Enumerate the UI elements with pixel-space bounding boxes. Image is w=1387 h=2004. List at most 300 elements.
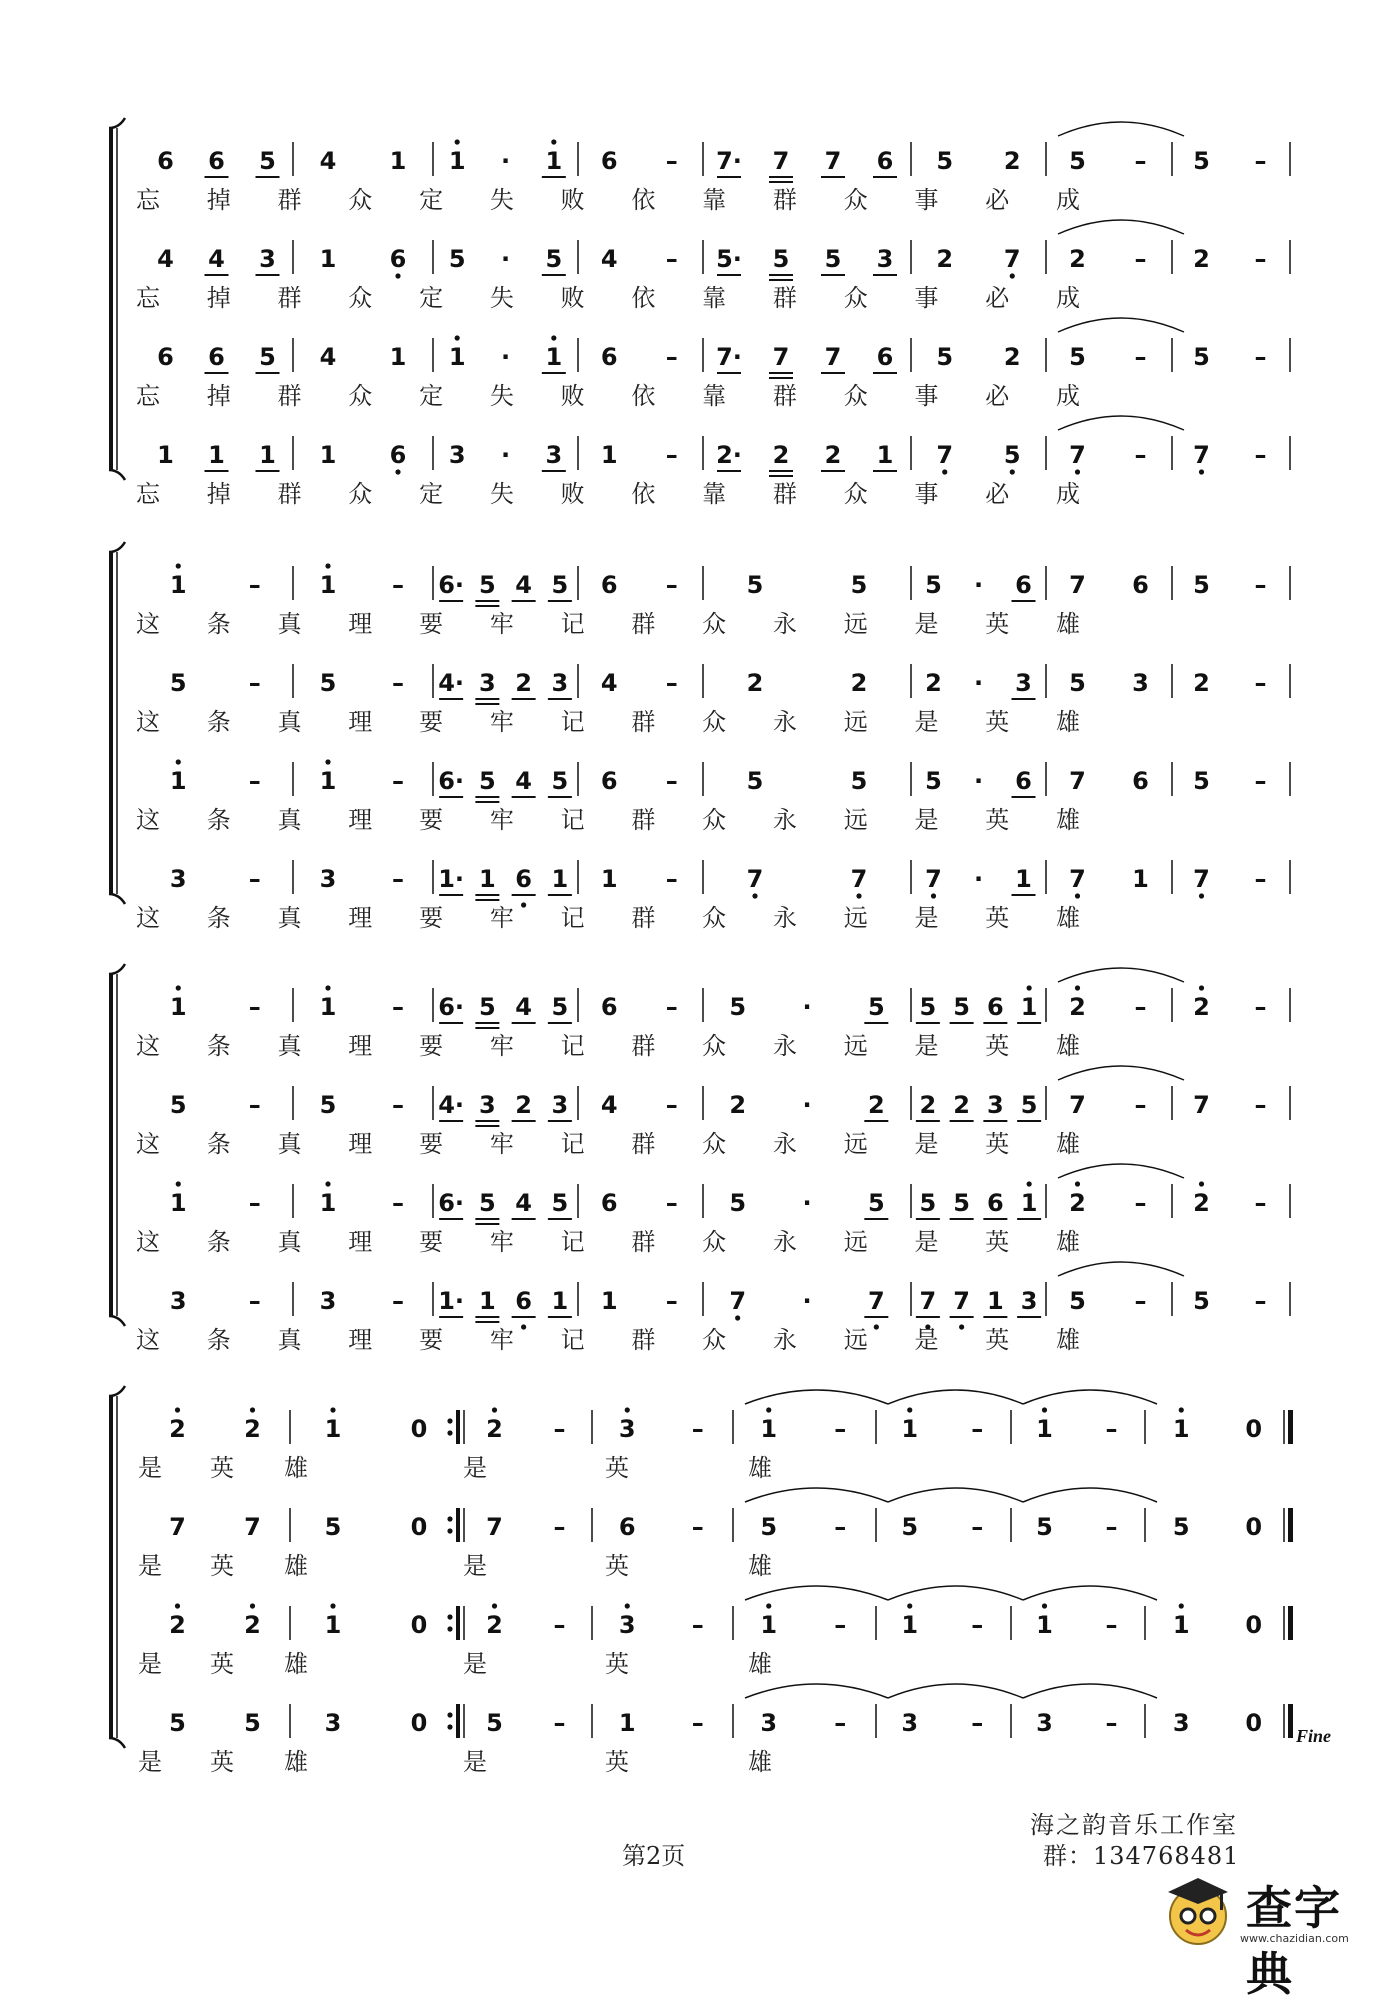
note: 5 — [901, 1513, 919, 1541]
dash: – — [248, 993, 261, 1021]
note: 2 — [919, 1091, 937, 1119]
note: 4 — [319, 147, 337, 175]
note: 3 — [551, 1091, 569, 1119]
lyric-char: 靠 — [702, 382, 727, 410]
lyric-char: 英 — [985, 1130, 1010, 1158]
lyric-char: 要 — [419, 1326, 444, 1354]
note: 3 — [987, 1091, 1004, 1119]
lyric-char: 群 — [631, 904, 656, 932]
lyric-char: 真 — [277, 1032, 302, 1060]
note: 7 — [169, 1513, 186, 1541]
lyric-char: 众 — [843, 480, 868, 508]
low-octave-dot — [395, 469, 400, 474]
tie-arc — [1023, 1586, 1157, 1600]
lyric-char: 是 — [463, 1552, 487, 1580]
dash: – — [392, 865, 404, 893]
note: 4 — [515, 767, 532, 795]
dash: – — [971, 1415, 984, 1443]
lyric-char: 永 — [772, 806, 797, 834]
note: 5 — [479, 993, 496, 1021]
lyric-char: 依 — [631, 186, 656, 214]
lyric-char: 条 — [206, 1032, 231, 1060]
lyric-char: 真 — [277, 1130, 302, 1158]
note: 5 — [551, 571, 569, 599]
note: 2 — [486, 1415, 503, 1443]
lyric-char: 条 — [206, 1228, 231, 1256]
lyric-char: 这 — [136, 904, 160, 932]
bracket-hook-bottom — [109, 894, 125, 904]
lyric-char: 记 — [560, 1228, 585, 1256]
note: 5 — [772, 245, 790, 273]
tie-arc — [1058, 318, 1184, 332]
lyric-char: 英 — [985, 806, 1010, 834]
note: 2 — [244, 1415, 261, 1443]
note: 3 — [901, 1709, 919, 1737]
lyric-char: 成 — [1056, 480, 1080, 508]
note: 6 — [876, 343, 894, 371]
note: 2 — [953, 1091, 970, 1119]
dash: – — [834, 1415, 847, 1443]
dash: – — [1105, 1611, 1118, 1639]
note: 1 — [987, 1287, 1004, 1315]
note: 5 — [760, 1513, 778, 1541]
dash: – — [665, 865, 678, 893]
dash: – — [1134, 1287, 1147, 1315]
note: 5 — [545, 245, 563, 273]
lyric-char: 定 — [419, 480, 444, 508]
lyric-char: 掉 — [206, 284, 231, 312]
lyric-char: 忘 — [136, 480, 160, 508]
final-barline-thick — [1288, 1606, 1293, 1640]
lyric-char: 众 — [702, 1228, 727, 1256]
note: 4 — [600, 245, 618, 273]
note: 2 — [515, 669, 532, 697]
lyric-char: 群 — [631, 1228, 656, 1256]
dash: – — [665, 1287, 678, 1315]
note: 7 — [953, 1287, 970, 1315]
note: 5 — [479, 571, 496, 599]
note: 2 — [746, 669, 764, 697]
note: 6 — [157, 147, 174, 175]
note: 5 — [850, 571, 868, 599]
lyric-char: 英 — [985, 904, 1010, 932]
lyric-char: 众 — [348, 186, 373, 214]
dash: – — [392, 1287, 404, 1315]
note: 1 — [1036, 1415, 1053, 1443]
note: 2 — [244, 1611, 261, 1639]
high-octave-dot — [455, 139, 460, 144]
tie-arc — [888, 1390, 1023, 1404]
lyric-char: 理 — [348, 1130, 373, 1158]
note: 2 — [169, 1415, 186, 1443]
note: 1 — [1020, 993, 1038, 1021]
note: 6 — [600, 343, 618, 371]
note: 1· — [438, 1287, 465, 1315]
lyric-char: 记 — [560, 708, 585, 736]
low-octave-dot — [395, 273, 400, 278]
high-octave-dot — [325, 563, 330, 568]
note: 4 — [600, 1091, 618, 1119]
note: 6· — [438, 993, 465, 1021]
note: 5 — [1193, 343, 1210, 371]
note: 1 — [389, 343, 407, 371]
lyric-char: 英 — [210, 1454, 234, 1482]
lyric-char: 群 — [631, 1130, 656, 1158]
lyric-char: 英 — [210, 1748, 234, 1776]
final-barline-thick — [1288, 1410, 1293, 1444]
lyric-char: 事 — [914, 284, 939, 312]
note: 5 — [169, 669, 187, 697]
lyric-char: 记 — [560, 904, 585, 932]
lyric-char: 远 — [843, 610, 868, 638]
lyric-char: 这 — [136, 1032, 160, 1060]
note: 2 — [169, 1611, 186, 1639]
repeat-barline-thick — [456, 1508, 460, 1542]
note: 7 — [1069, 571, 1086, 599]
system-bracket — [109, 974, 113, 1316]
note: 6 — [1132, 767, 1149, 795]
lyric-char: 是 — [138, 1748, 162, 1776]
note: 2 — [925, 669, 942, 697]
lyric-char: 群 — [772, 382, 797, 410]
lyric-char: 定 — [419, 186, 444, 214]
lyric-char: 记 — [560, 806, 585, 834]
dash: – — [553, 1611, 566, 1639]
lyric-char: 理 — [348, 1032, 373, 1060]
lyric-char: 理 — [348, 806, 373, 834]
low-octave-dot — [521, 1324, 526, 1329]
note: 3 — [618, 1611, 636, 1639]
dash: – — [1254, 343, 1267, 371]
note: 1 — [169, 571, 187, 599]
note: 5 — [319, 669, 337, 697]
lyric-char: 雄 — [284, 1552, 308, 1580]
note: 7 — [1069, 767, 1086, 795]
lyric-char: 真 — [277, 806, 302, 834]
note: 3 — [259, 245, 276, 273]
lyric-char: 众 — [702, 1326, 727, 1354]
lyric-char: 群 — [631, 708, 656, 736]
repeat-dot — [447, 1724, 452, 1729]
fine-mark: Fine — [1296, 1726, 1332, 1746]
high-octave-dot — [1179, 1407, 1184, 1412]
note: 4 — [157, 245, 174, 273]
final-barline-thick — [1288, 1508, 1293, 1542]
note: · — [500, 245, 511, 273]
note: 5 — [1193, 767, 1210, 795]
dash: – — [1254, 147, 1267, 175]
lyric-char: 永 — [772, 610, 797, 638]
lyric-char: 众 — [702, 708, 727, 736]
note: 7 — [1069, 441, 1086, 469]
lyric-char: 牢 — [489, 1130, 514, 1158]
note: 3 — [169, 1287, 187, 1315]
note: 4 — [208, 245, 225, 273]
lyric-char: 要 — [419, 610, 444, 638]
lyric-char: 群 — [277, 382, 302, 410]
note: 6 — [515, 865, 532, 893]
dash: – — [1254, 1287, 1267, 1315]
dash: – — [248, 767, 261, 795]
tie-arc — [1023, 1488, 1157, 1502]
system-bracket — [109, 552, 113, 894]
lyric-char: 记 — [560, 1032, 585, 1060]
lyric-char: 众 — [843, 186, 868, 214]
note: 1 — [901, 1415, 919, 1443]
lyric-char: 永 — [772, 1228, 797, 1256]
note: 5 — [1069, 669, 1086, 697]
lyric-char: 靠 — [702, 284, 727, 312]
repeat-dot — [447, 1516, 452, 1521]
note: 3 — [1172, 1709, 1190, 1737]
tie-arc — [1058, 416, 1184, 430]
note: 5 — [953, 993, 970, 1021]
tie-arc — [1058, 122, 1184, 136]
note: 5 — [936, 343, 954, 371]
note: 2 — [729, 1091, 747, 1119]
dash: – — [665, 147, 678, 175]
high-octave-dot — [625, 1407, 630, 1412]
tie-arc — [1058, 220, 1184, 234]
lyric-char: 记 — [560, 1130, 585, 1158]
note: 1 — [760, 1611, 778, 1639]
note: 1 — [319, 571, 337, 599]
high-octave-dot — [492, 1407, 497, 1412]
note: 7· — [716, 343, 742, 371]
low-octave-dot — [942, 469, 947, 474]
high-octave-dot — [766, 1603, 771, 1608]
dash: – — [1134, 343, 1147, 371]
note: 5 — [551, 1189, 569, 1217]
high-octave-dot — [330, 1407, 335, 1412]
note: 1 — [208, 441, 225, 469]
logo-text: 查字典 — [1246, 1881, 1342, 2001]
repeat-dot — [447, 1528, 452, 1533]
dash: – — [392, 767, 404, 795]
lyric-char: 忘 — [136, 382, 160, 410]
note: 6 — [208, 147, 225, 175]
note: 3 — [545, 441, 563, 469]
high-octave-dot — [625, 1603, 630, 1608]
lyric-char: 英 — [985, 1032, 1010, 1060]
tie-arc — [1058, 1262, 1184, 1276]
note: 6· — [438, 767, 465, 795]
note: 5 — [1036, 1513, 1053, 1541]
high-octave-dot — [176, 563, 181, 568]
lyric-char: 远 — [843, 904, 868, 932]
dash: – — [248, 1287, 261, 1315]
high-octave-dot — [1027, 1181, 1032, 1186]
tie-arc — [1023, 1390, 1157, 1404]
dash: – — [834, 1709, 847, 1737]
note: 5 — [925, 767, 942, 795]
lyric-char: 必 — [985, 382, 1010, 410]
note: 5 — [551, 767, 569, 795]
note: · — [500, 343, 511, 371]
note: 7 — [1003, 245, 1021, 273]
note: 5 — [867, 993, 885, 1021]
lyric-char: 理 — [348, 610, 373, 638]
low-octave-dot — [1010, 273, 1015, 278]
high-octave-dot — [250, 1407, 255, 1412]
lyric-char: 众 — [843, 382, 868, 410]
note: 4 — [515, 1189, 532, 1217]
note: 2· — [716, 441, 742, 469]
note: 5 — [319, 1091, 337, 1119]
bracket-hook-top — [109, 964, 125, 974]
note: 1 — [319, 993, 337, 1021]
lyric-char: 要 — [419, 1032, 444, 1060]
note: 5 — [259, 147, 276, 175]
note: 7 — [824, 343, 842, 371]
lyric-char: 众 — [702, 904, 727, 932]
lyric-char: 永 — [772, 708, 797, 736]
note: 5 — [244, 1709, 261, 1737]
tie-arc — [745, 1684, 888, 1698]
high-octave-dot — [1179, 1603, 1184, 1608]
note: 5 — [867, 1189, 885, 1217]
tie-arc — [1023, 1684, 1157, 1698]
lyric-char: 群 — [631, 1032, 656, 1060]
note: 1 — [545, 147, 563, 175]
note: 5 — [1172, 1513, 1190, 1541]
dash: – — [971, 1709, 984, 1737]
lyric-char: 败 — [560, 284, 585, 312]
high-octave-dot — [1075, 985, 1080, 990]
note: 3 — [1015, 669, 1032, 697]
lyric-char: 失 — [489, 382, 514, 410]
note: 6 — [987, 1189, 1004, 1217]
lyric-char: 众 — [702, 610, 727, 638]
dash: – — [1134, 245, 1147, 273]
note: 3 — [319, 865, 337, 893]
note: 1 — [1015, 865, 1032, 893]
note: 7 — [746, 865, 764, 893]
lyric-char: 要 — [419, 1130, 444, 1158]
note: 2 — [772, 441, 790, 469]
note: 7 — [850, 865, 868, 893]
note: 2 — [1193, 245, 1210, 273]
note: 3 — [551, 669, 569, 697]
repeat-dot — [447, 1712, 452, 1717]
dash: – — [553, 1513, 566, 1541]
lyric-char: 理 — [348, 904, 373, 932]
note: 0 — [1245, 1513, 1263, 1541]
dash: – — [392, 1091, 404, 1119]
note: 1 — [876, 441, 894, 469]
note: 2 — [1069, 993, 1086, 1021]
note: 1 — [1172, 1415, 1190, 1443]
lyric-char: 是 — [463, 1650, 487, 1678]
note: 4 — [515, 993, 532, 1021]
note: 7 — [772, 343, 790, 371]
note: 7 — [1193, 865, 1210, 893]
lyric-char: 条 — [206, 904, 231, 932]
note: 5 — [1069, 147, 1086, 175]
lyric-char: 是 — [463, 1748, 487, 1776]
dash: – — [691, 1513, 704, 1541]
lyric-char: 是 — [914, 708, 939, 736]
dash: – — [665, 669, 678, 697]
dash: – — [834, 1611, 847, 1639]
lyric-char: 雄 — [284, 1454, 308, 1482]
note: 1 — [901, 1611, 919, 1639]
dash: – — [392, 669, 404, 697]
high-octave-dot — [176, 985, 181, 990]
repeat-dot — [447, 1614, 452, 1619]
note: 6 — [600, 147, 618, 175]
lyric-char: 群 — [772, 284, 797, 312]
note: 1 — [1020, 1189, 1038, 1217]
note: 5 — [1193, 1287, 1210, 1315]
dash: – — [248, 1091, 261, 1119]
low-octave-dot — [1075, 893, 1080, 898]
lyric-char: 依 — [631, 480, 656, 508]
lyric-char: 远 — [843, 1130, 868, 1158]
lyric-char: 要 — [419, 904, 444, 932]
dash: – — [1254, 245, 1267, 273]
bracket-hook-bottom — [109, 1738, 125, 1748]
note: 1 — [169, 993, 187, 1021]
note: 6 — [600, 767, 618, 795]
lyric-char: 定 — [419, 284, 444, 312]
note: 0 — [410, 1513, 428, 1541]
note: 7 — [919, 1287, 937, 1315]
dash: – — [248, 669, 261, 697]
repeat-dot — [447, 1626, 452, 1631]
lyric-char: 成 — [1056, 382, 1080, 410]
lyric-char: 远 — [843, 806, 868, 834]
dash: – — [1105, 1709, 1118, 1737]
lyric-char: 这 — [136, 1326, 160, 1354]
dash: – — [665, 1189, 678, 1217]
dash: – — [665, 993, 678, 1021]
lyric-char: 英 — [605, 1454, 629, 1482]
note: 1 — [551, 1287, 569, 1315]
lyric-char: 这 — [136, 806, 160, 834]
group-number: 群：134768481 — [1043, 1842, 1240, 1870]
lyric-char: 事 — [914, 480, 939, 508]
high-octave-dot — [1075, 1181, 1080, 1186]
note: 5 — [919, 993, 937, 1021]
dash: – — [1134, 441, 1147, 469]
lyric-char: 定 — [419, 382, 444, 410]
note: 6 — [389, 441, 407, 469]
repeat-barline-thick — [456, 1410, 460, 1444]
lyric-char: 记 — [560, 610, 585, 638]
note: 1 — [760, 1415, 778, 1443]
note: 7 — [1193, 441, 1210, 469]
note: 1 — [448, 147, 466, 175]
note: 5 — [1193, 147, 1210, 175]
lyric-char: 雄 — [284, 1650, 308, 1678]
lyric-char: 这 — [136, 708, 160, 736]
high-octave-dot — [325, 1181, 330, 1186]
lyric-char: 牢 — [489, 610, 514, 638]
note: 5 — [259, 343, 276, 371]
lyric-char: 众 — [702, 1032, 727, 1060]
note: 6 — [515, 1287, 532, 1315]
note: 5 — [824, 245, 842, 273]
studio-name: 海之韵音乐工作室 — [1030, 1811, 1238, 1839]
note: 5 — [479, 767, 496, 795]
note: 6 — [157, 343, 174, 371]
note: 2 — [936, 245, 954, 273]
low-octave-dot — [931, 893, 936, 898]
note: 1 — [169, 1189, 187, 1217]
lyric-char: 永 — [772, 1032, 797, 1060]
lyric-char: 雄 — [284, 1748, 308, 1776]
